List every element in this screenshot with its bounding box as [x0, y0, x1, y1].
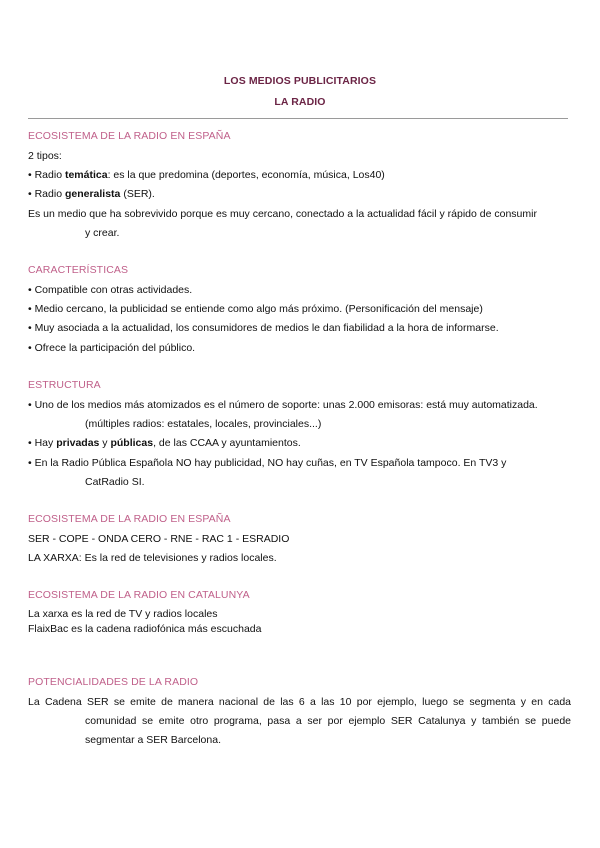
- list-item: • Ofrece la participación del público.: [28, 341, 196, 354]
- list-item: • Radio generalista (SER).: [28, 188, 155, 201]
- section-ecosistema-espana: [28, 128, 571, 243]
- paragraph: 2 tipos:: [28, 150, 62, 162]
- paragraph-continuation: comunidad se emite otro programa, pasa a ser por ejemplo SER Catalunya y también se puede: [85, 715, 571, 728]
- list-item: • Medio cercano, la publicidad se entiende como algo más próximo. (Personificación del mensaje): [28, 303, 483, 316]
- section-estructura: [28, 377, 571, 492]
- section-ecosistema-catalunya: [28, 587, 571, 636]
- section-heading: ESTRUCTURA: [28, 379, 101, 391]
- paragraph: La Cadena SER se emite de manera nacional de las 6 a las 10 por ejemplo, luego se segmenta y en cada: [28, 696, 571, 708]
- list-item: • Muy asociada a la actualidad, los consumidores de medios le dan fiabilidad a la hora de informarse.: [28, 322, 499, 335]
- paragraph: LA XARXA: Es la red de televisiones y radios locales.: [28, 552, 277, 565]
- paragraph-continuation: y crear.: [85, 226, 120, 239]
- section-heading: ECOSISTEMA DE LA RADIO EN CATALUNYA: [28, 589, 250, 601]
- paragraph: Es un medio que ha sobrevivido porque es muy cercano, conectado a la actualidad fácil y rápido de consumir: [28, 207, 537, 220]
- list-item: • Compatible con otras actividades.: [28, 284, 193, 296]
- section-ecosistema-espana-2: [28, 511, 571, 568]
- document-subtitle: LA RADIO: [274, 96, 326, 108]
- section-heading: POTENCIALIDADES DE LA RADIO: [28, 676, 199, 688]
- section-heading: ECOSISTEMA DE LA RADIO EN ESPAÑA: [28, 130, 231, 142]
- document-header: [0, 71, 600, 113]
- header-divider: [28, 118, 568, 119]
- list-item: • Uno de los medios más atomizados es el número de soporte: unas 2.000 emisoras: está muy automatizada.: [28, 399, 538, 411]
- paragraph: SER - COPE - ONDA CERO - RNE - RAC 1 - ESRADIO: [28, 533, 290, 545]
- section-caracteristicas: [28, 262, 571, 358]
- list-item: • Hay privadas y públicas, de las CCAA y ayuntamientos.: [28, 437, 301, 450]
- list-item-continuation: (múltiples radios: estatales, locales, provinciales...): [85, 418, 322, 431]
- list-item: • En la Radio Pública Española NO hay publicidad, NO hay cuñas, en TV Española tampoco. En TV3 y: [28, 456, 507, 469]
- section-heading: CARACTERÍSTICAS: [28, 264, 129, 276]
- list-item-continuation: CatRadio SI.: [85, 475, 145, 488]
- document-title: LOS MEDIOS PUBLICITARIOS: [223, 75, 377, 87]
- section-heading: ECOSISTEMA DE LA RADIO EN ESPAÑA: [28, 513, 231, 525]
- list-item: • Radio temática: es la que predomina (deportes, economía, música, Los40): [28, 169, 385, 182]
- paragraph-continuation: segmentar a SER Barcelona.: [85, 734, 221, 747]
- paragraph: FlaixBac es la cadena radiofónica más escuchada: [28, 622, 262, 635]
- section-potencialidades: [28, 674, 571, 751]
- paragraph: La xarxa es la red de TV y radios locales: [28, 608, 218, 620]
